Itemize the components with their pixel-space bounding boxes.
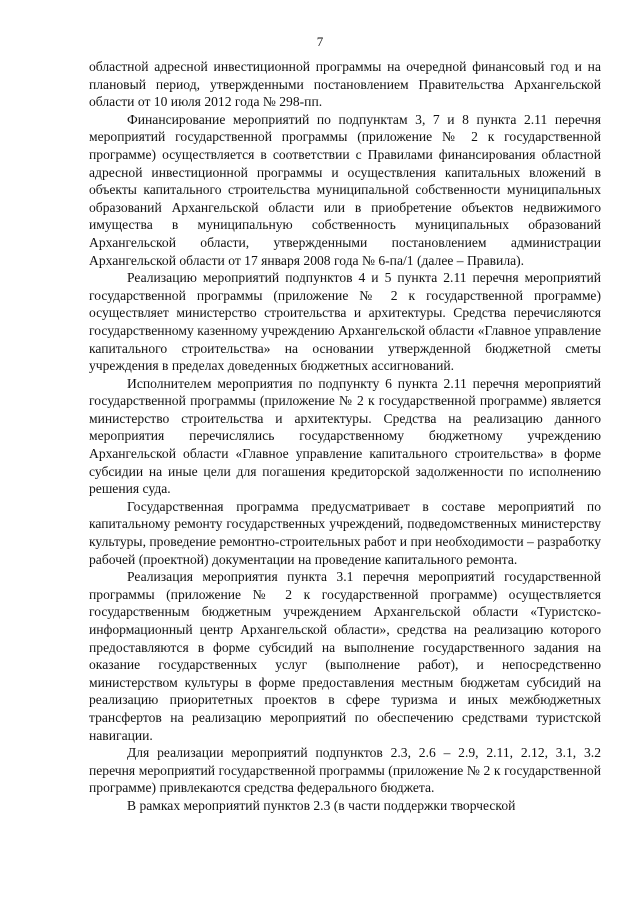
- paragraph: Реализацию мероприятий подпунктов 4 и 5 пункта 2.11 перечня мероприятий государственной программы (приложение № 2 к государственной программе) осуществляет министерство строительства и архитектуры. Средства перечисляются государственному казенному учреждению Архангельской области «Главное управление капитального строительства» на основании утвержденной бюджетной сметы учреждения в пределах доведенных бюджетных ассигнований.: [89, 270, 601, 374]
- paragraph: областной адресной инвестиционной программы на очередной финансовый год и на плановый период, утвержденными постановлением Правительства Архангельской области от 10 июля 2012 года № 298-пп.: [89, 59, 601, 110]
- document-body: [89, 58, 601, 815]
- paragraph: Для реализации мероприятий подпунктов 2.3, 2.6 – 2.9, 2.11, 2.12, 3.1, 3.2 перечня мероприятий государственной программы (приложение № 2 к государственной программе) привлекаются средства федерального бюджета.: [89, 745, 601, 796]
- page-number: 7: [316, 34, 324, 49]
- paragraph: Финансирование мероприятий по подпунктам 3, 7 и 8 пункта 2.11 перечня мероприятий государственной программы (приложение № 2 к государственной программе) осуществляется в соответствии с Правилами финансирования областной адресной инвестиционной программы и осуществления капитальных вложений в объекты капитального строительства муниципальной собственности муниципальных образований Архангельской области или в приобретение объектов недвижимого имущества в муниципальную собственность муниципальных образований Архангельской области, утвержденными постановлением администрации Архангельской области от 17 января 2008 года № 6-па/1 (далее – Правила).: [89, 111, 601, 268]
- paragraph: В рамках мероприятий пунктов 2.3 (в части поддержки творческой: [127, 797, 516, 813]
- paragraph: Исполнителем мероприятия по подпункту 6 пункта 2.11 перечня мероприятий государственной программы (приложение № 2 к государственной программе) является министерство строительства и архитектуры. Средства на реализацию данного мероприятия перечислялись государственному бюджетному учреждению Архангельской области «Главное управление капитального строительства» в форме субсидии на иные цели для погашения кредиторской задолженности по исполнению решения суда.: [89, 375, 601, 497]
- paragraph: Государственная программа предусматривает в составе мероприятий по капитальному ремонту государственных учреждений, подведомственных министерству культуры, проведение ремонтно-строительных работ и при необходимости – разработку рабочей (проектной) документации на проведение капитального ремонта.: [89, 498, 601, 567]
- paragraph: Реализация мероприятия пункта 3.1 перечня мероприятий государственной программы (приложение № 2 к государственной программе) осуществляется государственным бюджетным учреждением Архангельской области «Туристско-информационный центр Архангельской области», средства на реализацию которого предоставляются в форме субсидий на выполнение государственного задания на оказание государственных услуг (выполнение работ), и непосредственно министерством культуры в форме предоставления местным бюджетам субсидий на реализацию приоритетных проектов в сфере туризма и иных межбюджетных трансфертов на реализацию мероприятий по обеспечению средствами туристской навигации.: [89, 569, 601, 743]
